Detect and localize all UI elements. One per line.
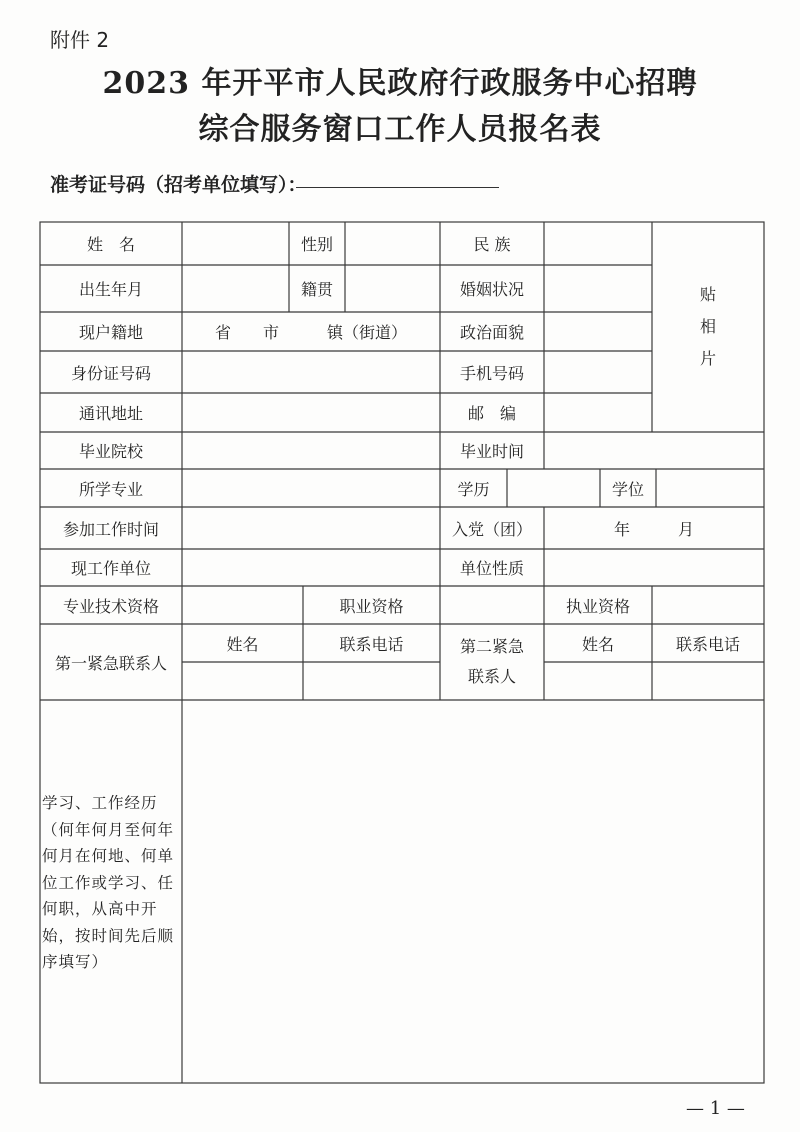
ethnicity-label: 民 族 [473,235,511,254]
major-label: 所学专业 [78,479,143,499]
phone-label: 手机号码 [459,363,524,383]
birth-field[interactable] [182,265,289,312]
grad-time-label: 毕业时间 [459,442,524,461]
grad-time-field[interactable] [544,432,764,469]
gender-label: 性别 [300,235,333,254]
vocational-qualification-label: 职业资格 [339,596,404,616]
employer-field[interactable] [182,549,440,586]
employer-type-field[interactable] [544,549,764,586]
experience-field[interactable] [182,700,764,1083]
contact2-phone-field[interactable] [652,662,764,700]
residence-field[interactable]: 省 市 镇（街道） [214,323,407,342]
tech-qualification-field[interactable] [182,586,303,624]
ticket-number-label: 准考证号码（招考单位填写）： [50,174,307,196]
birth-label: 出生年月 [78,280,143,299]
degree-field[interactable] [656,469,764,507]
form-title-line1: 2023 年开平市人民政府行政服务中心招聘 [102,66,698,101]
contact2-label-line2: 联系人 [467,667,516,686]
political-status-field[interactable] [544,312,652,351]
phone-field[interactable] [544,351,652,393]
gender-field[interactable] [345,222,440,265]
school-field[interactable] [182,432,440,469]
contact2-label [440,624,544,700]
form-title-line2: 综合服务窗口工作人员报名表 [198,112,602,147]
native-place-field[interactable] [345,265,440,312]
photo-label-char1: 贴 [699,285,716,304]
political-status-label: 政治面貌 [459,323,524,342]
work-start-label: 参加工作时间 [62,519,159,539]
photo-area[interactable] [652,222,764,432]
school-label: 毕业院校 [78,442,143,461]
native-place-label: 籍贯 [300,280,333,299]
degree-label: 学位 [611,479,644,499]
contact1-name-field[interactable] [182,662,303,700]
tech-qualification-label: 专业技术资格 [62,596,159,616]
postcode-label: 邮 编 [467,404,516,423]
education-label: 学历 [457,479,490,499]
postcode-field[interactable] [544,393,652,432]
marital-status-field[interactable] [544,265,652,312]
experience-label: 学习、工作经历（何年何月至何年何月在何地、何单位工作或学习、任何职，从高中开始，按时间先后顺序填写） [42,794,175,971]
contact1-label: 第一紧急联系人 [54,653,167,673]
contact2-label-line1: 第二紧急 [459,637,524,656]
contact2-name-header: 姓名 [581,634,614,654]
photo-label-char2: 相 [699,317,716,336]
marital-status-label: 婚姻状况 [459,280,524,299]
contact1-phone-field[interactable] [303,662,440,700]
major-field[interactable] [182,469,440,507]
practice-qualification-label: 执业资格 [565,596,630,616]
id-number-label: 身份证号码 [70,363,151,383]
page-number: — 1 — [686,1098,745,1119]
employer-label: 现工作单位 [70,559,151,578]
photo-label-char3: 片 [699,349,716,368]
ethnicity-field[interactable] [544,222,652,265]
id-number-field[interactable] [182,351,440,393]
address-field[interactable] [182,393,440,432]
residence-label: 现户籍地 [78,323,143,342]
contact1-name-header: 姓名 [226,634,259,654]
contact1-phone-header: 联系电话 [339,634,404,654]
employer-type-label: 单位性质 [459,559,524,578]
party-field[interactable]: 年 月 [613,519,694,539]
contact2-name-field[interactable] [544,662,652,700]
work-start-field[interactable] [182,507,440,549]
vocational-qualification-field[interactable] [440,586,544,624]
education-field[interactable] [507,469,600,507]
name-label: 姓 名 [86,235,135,254]
attachment-label: 附件 2 [50,28,110,52]
practice-qualification-field[interactable] [652,586,764,624]
party-label: 入党（团） [451,519,532,539]
address-label: 通讯地址 [78,404,143,423]
name-field[interactable] [182,222,289,265]
contact2-phone-header: 联系电话 [675,634,740,654]
